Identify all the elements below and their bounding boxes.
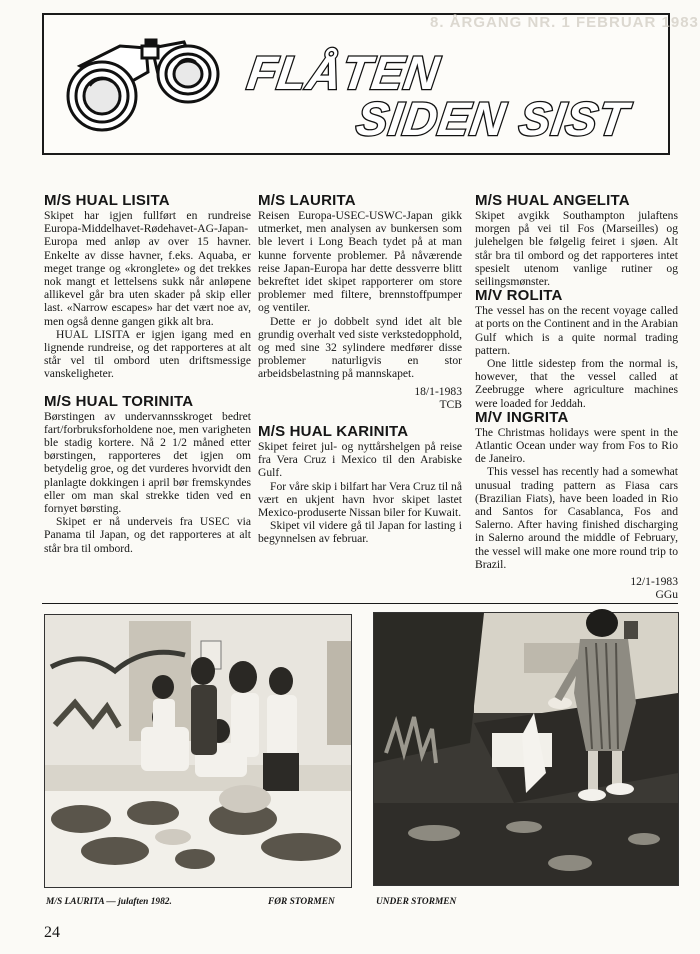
signature-date: 18/1-1983 <box>414 384 462 398</box>
article-paragraph: For våre skip i bilfart har Vera Cruz til nå vært en ukjent havn hvor skipet lastet Mexico-produserte Nissan biler for Kuwait. <box>258 479 462 520</box>
article-laurita <box>258 193 462 411</box>
article-heading: M/S HUAL TORINITA <box>44 392 194 410</box>
signature-initials: GGu <box>655 588 678 602</box>
article-paragraph: Skipet avgikk Southampton julaftens morgen på vei til Fos (Marseilles) og julehelgen ble følgelig feiret i sjøen. Alt står bra til ombord og det rapporteres intet spesielt utenom vanlige rutiner og seilingsmønster. <box>475 209 678 289</box>
binoculars-icon <box>60 32 224 136</box>
photo-crew-christmas <box>44 614 352 888</box>
signature-date: 12/1-1983 <box>630 575 678 589</box>
column-1 <box>44 193 251 555</box>
article-paragraph: HUAL LISITA er igjen igang med en lignende rundreise, og det rapporteres at alt står vel til ombord uten driftsmessige vanskeligheter. <box>44 327 251 381</box>
article-paragraph: Skipet er nå underveis fra USEC via Panama til Japan, og det rapporteres at alt står bra til ombord. <box>44 515 251 555</box>
article-paragraph: Skipet feiret jul- og nyttårshelgen på reise fra Vera Cruz i Mexico til den Arabiske Gulf. <box>258 440 462 480</box>
article-paragraph: Dette er jo dobbelt synd idet alt ble grundig overhalt ved siste verkstedopphold, og med sine 32 sylindere medfører disse problemer naturligvis en stor arbeidsbelastning på mannskapet. <box>258 314 462 381</box>
article-heading: M/S HUAL KARINITA <box>258 423 409 441</box>
page-title-line-2: SIDEN SIST <box>353 92 632 145</box>
article-paragraph: The vessel has on the recent voyage called at ports on the Continent and in the Arabian Gulf which is a quite normal trading pattern. <box>475 304 678 357</box>
article-paragraph: Reisen Europa-USEC-USWC-Japan gikk utmerket, men analysen av bunkersen som ble levert i Long Beach tydet på at man kunne forvente problemer. På nåværende reise Japan-Europa har dette dessverre blitt bekreftet idet skipet rapporterer om store problemer med filtere, brennstoffpumper og ventiler. <box>258 209 462 315</box>
bleed-through-text: 8. ÅRGANG NR. 1 FEBRUAR 1983 <box>430 14 699 31</box>
page-number: 24 <box>44 924 60 941</box>
article-heading: M/S HUAL ANGELITA <box>475 192 630 209</box>
article-heading: M/S HUAL LISITA <box>44 192 170 209</box>
photo-storm-galley <box>373 612 679 886</box>
article-heading: M/S LAURITA <box>258 192 356 209</box>
article-paragraph: Skipet har igjen fullført en rundreise Europa-Middelhavet-Rødehavet-AG-Japan-Europa med anløp av over 15 havner. Enkelte av disse havner, f.eks. Aquaba, er meget trange og «kronglete» og det trekkes nok mangt et lettelsens sukk når anløpene allikevel går bra uten skader på skip eller last. «Narrow escapes» har det vært noe av, men også denne gangen gikk alt bra. <box>44 209 251 328</box>
article-hual-lisita <box>44 193 251 381</box>
article-signature <box>258 385 462 411</box>
article-heading: M/V INGRITA <box>475 408 569 426</box>
article-paragraph: One little sidestep from the normal is, however, that the vessel called at Zeebrugge where agriculture machines were loaded for Jeddah. <box>475 357 678 410</box>
page-title-line-1: FLÅTEN <box>244 46 444 99</box>
article-paragraph: This vessel has recently had a somewhat unusual trading pattern as Fiasa cars (Brazilian Fiats), have been loaded in Rio and Santos for Casablanca, Fos and Salerno. After having finished discharging in Salerno around the middle of February, the vessel will make one more round trip to Brazil. <box>475 465 678 571</box>
article-heading: M/V ROLITA <box>475 287 563 305</box>
article-hual-karinita <box>258 424 462 546</box>
article-paragraph: Børstingen av undervannsskroget bedret fart/forbruksforholdene noe, men varigheten ble stadig kortere. Nå 2 1/2 måned etter børstingen, rapporteres det igjen om betydelig groe, og det vurderes hvorvidt den planlagte dokkingen i april bør fremskyndes eller om man skal strekke tiden ved en fornyet børsting. <box>44 409 251 516</box>
article-paragraph: Skipet vil videre gå til Japan for lasting i begynnelsen av februar. <box>258 519 462 546</box>
article-hual-torinita <box>44 394 251 555</box>
article-paragraph: The Christmas holidays were spent in the Atlantic Ocean under way from Fos to Rio de Janeiro. <box>475 425 678 466</box>
photo-caption: UNDER STORMEN <box>376 897 457 907</box>
photo-caption: M/S LAURITA — julaften 1982. <box>46 897 172 907</box>
column-2 <box>258 193 462 546</box>
article-ingrita <box>475 410 678 602</box>
article-rolita <box>475 288 678 410</box>
article-hual-angelita <box>475 193 678 288</box>
article-signature <box>475 575 678 601</box>
column-3 <box>475 193 678 601</box>
signature-initials: TCB <box>439 397 462 411</box>
section-divider <box>42 603 678 604</box>
photo-caption: FØR STORMEN <box>268 897 335 907</box>
